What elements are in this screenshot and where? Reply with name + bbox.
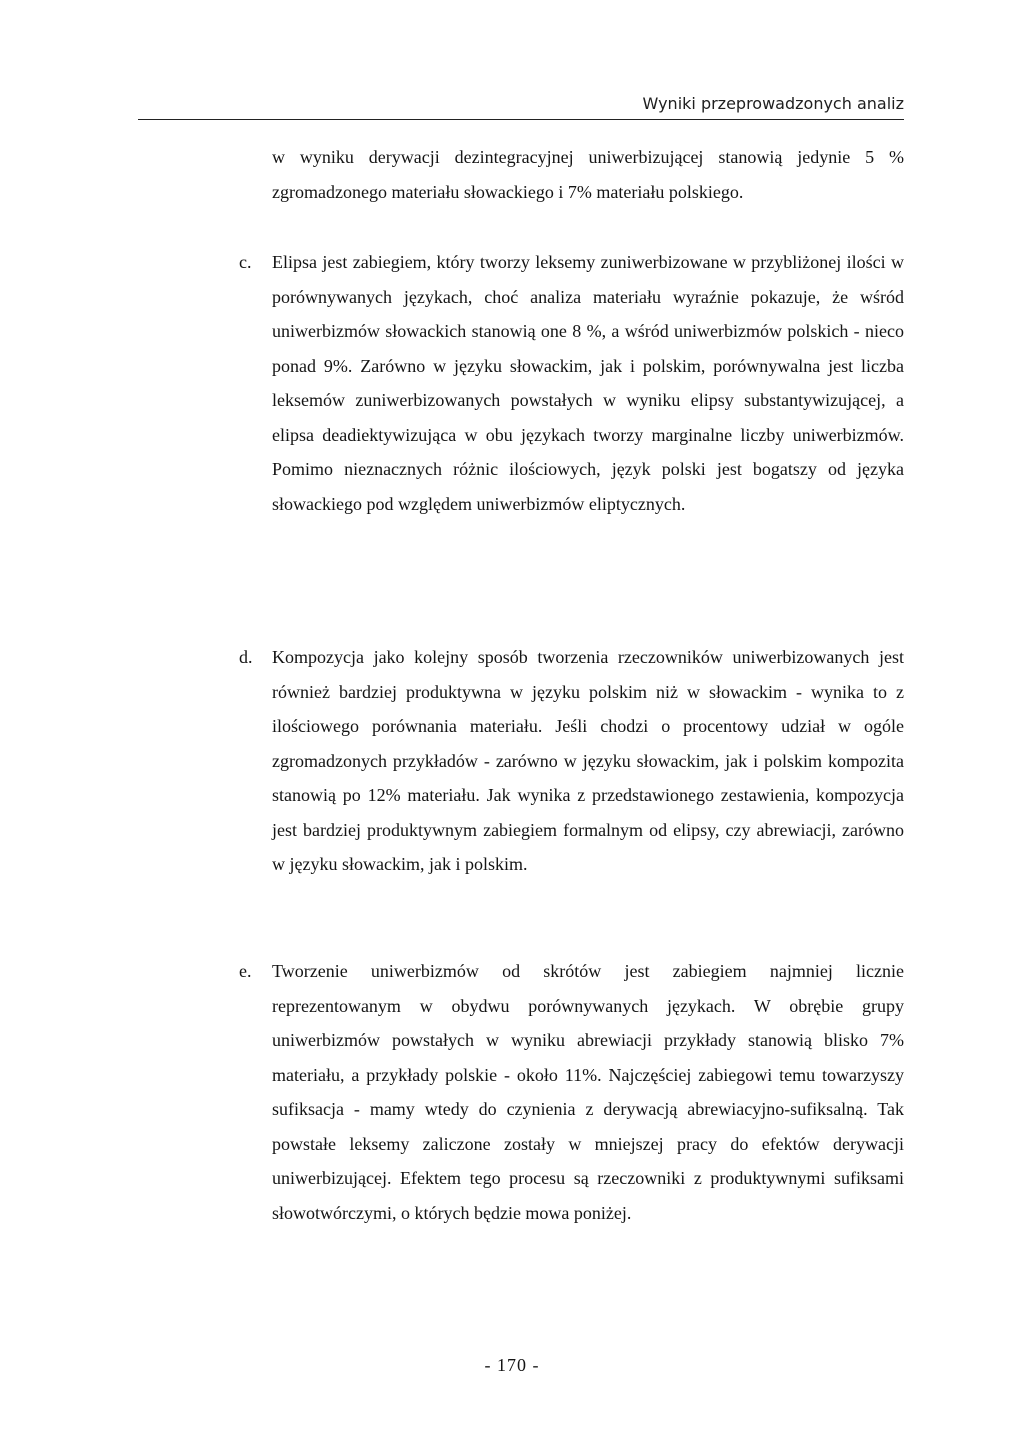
page-number: - 170 - [484, 1355, 540, 1375]
list-marker-d: d. [239, 647, 253, 667]
list-marker-c: c. [239, 252, 252, 272]
paragraph-text: Kompozycja jako kolejny sposób tworzenia rzeczowników uniwerbizowanych jest również bardziej produktywna w języku polskim niż w słowackim - wynika to z ilościowego porównania materiału. Jeśli chodzi o procentowy udział w ogóle zgromadzonych przykładów - zarówno w języku słowackim, jak i polskim kompozita stanowią po 12% materiału. Jak wynika z przedstawionego zestawienia, kompozycja jest bardziej produktywnym zabiegiem formalnym od elipsy, czy abrewiacji, zarówno w języku słowackim, jak i polskim. [272, 647, 904, 874]
paragraph-continuation [272, 140, 904, 209]
running-header: Wyniki przeprowadzonych analiz [642, 94, 904, 113]
paragraph-text: Tworzenie uniwerbizmów od skrótów jest zabiegiem najmniej licznie reprezentowanym w obydwu porównywanych językach. W obrębie grupy uniwerbizmów powstałych w wyniku abrewiacji przykłady stanowią blisko 7% materiału, a przykłady polskie - około 11%. Najczęściej zabiegowi temu towarzyszy sufiksacja - mamy wtedy do czynienia z derywacją abrewiacyjno-sufiksalną. Tak powstałe leksemy zaliczone zostały w mniejszej pracy do efektów derywacji uniwerbizującej. Efektem tego procesu są rzeczowniki z produktywnymi sufiksami słowotwórczymi, o których będzie mowa poniżej. [272, 961, 904, 1223]
paragraph-text: w wyniku derywacji dezintegracyjnej uniwerbizującej stanowią jedynie 5 % zgromadzonego materiału słowackiego i 7% materiału polskiego. [272, 147, 904, 202]
paragraph-d [239, 640, 904, 882]
paragraph-c [239, 245, 904, 521]
paragraph-text: Elipsa jest zabiegiem, który tworzy leksemy zuniwerbizowane w przybliżonej ilości w porównywanych językach, choć analiza materiału wyraźnie pokazuje, że wśród uniwerbizmów słowackich stanowią one 8 %, a wśród uniwerbizmów polskich - nieco ponad 9%. Zarówno w języku słowackim, jak i polskim, porównywalna jest liczba leksemów zuniwerbizowanych powstałych w wyniku elipsy substantywizującej, a elipsa deadiektywizująca w obu językach tworzy marginalne liczby uniwerbizmów. Pomimo nieznacznych różnic ilościowych, język polski jest bogatszy od języka słowackiego pod względem uniwerbizmów eliptycznych. [272, 252, 904, 514]
paragraph-e [239, 954, 904, 1230]
header-rule [138, 119, 904, 120]
list-marker-e: e. [239, 961, 252, 981]
